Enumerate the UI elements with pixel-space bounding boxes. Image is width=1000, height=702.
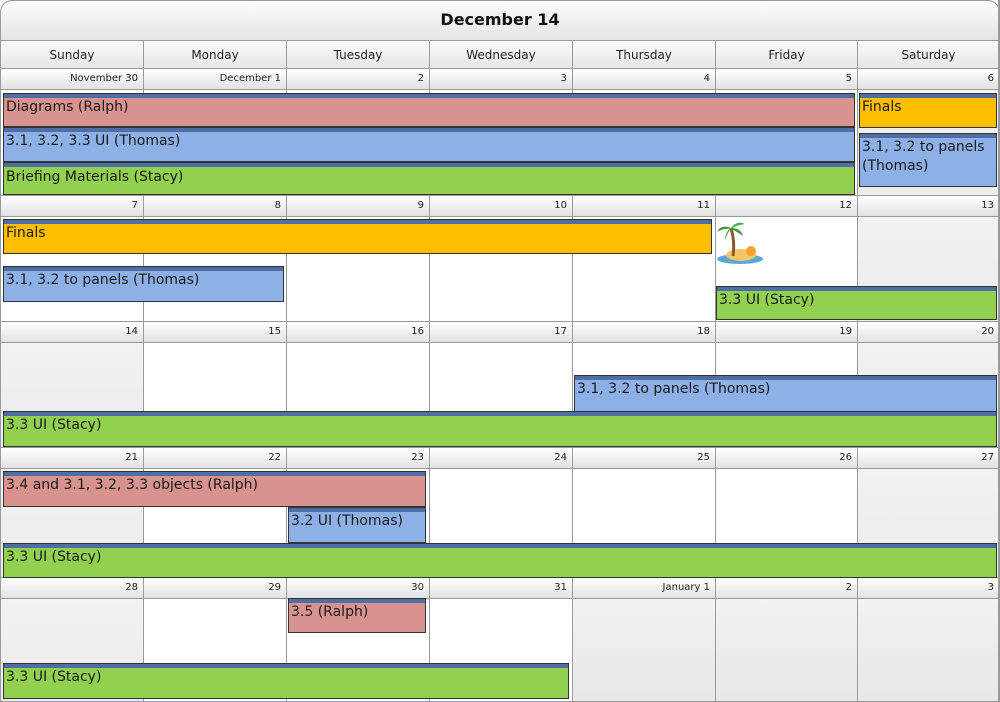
day-number: 4 <box>703 73 710 84</box>
week-row <box>0 578 1000 702</box>
week-row <box>0 448 1000 578</box>
event-ui-stacy[interactable]: 3.3 UI (Stacy) <box>3 543 997 578</box>
day-number: 3 <box>987 582 994 593</box>
calendar-header <box>0 0 1000 41</box>
day-number: 11 <box>697 200 710 211</box>
island-vacation-icon <box>715 218 765 268</box>
event-briefing-stacy[interactable]: Briefing Materials (Stacy) <box>3 162 855 195</box>
week-row <box>0 196 1000 322</box>
day-number: 30 <box>411 582 424 593</box>
day-number: 23 <box>411 452 424 463</box>
week-row <box>0 69 1000 196</box>
event-panels-thomas[interactable]: 3.1, 3.2 to panels (Thomas) <box>3 266 284 302</box>
day-number: December 1 <box>219 73 281 84</box>
day-number: 19 <box>839 326 852 337</box>
weekday-friday: Friday <box>715 40 857 69</box>
calendar-title: December 14 <box>440 10 560 29</box>
event-ralph[interactable]: 3.5 (Ralph) <box>288 598 426 633</box>
day-number: 2 <box>845 582 852 593</box>
weekday-monday: Monday <box>143 40 286 69</box>
day-cell[interactable] <box>143 196 287 322</box>
day-number: 29 <box>268 582 281 593</box>
day-number: 5 <box>845 73 852 84</box>
event-diagrams-ralph[interactable]: Diagrams (Ralph) <box>3 93 855 127</box>
day-number: 10 <box>554 200 567 211</box>
day-number: 22 <box>268 452 281 463</box>
weekday-thursday: Thursday <box>572 40 715 69</box>
day-number: 26 <box>839 452 852 463</box>
day-cell[interactable] <box>0 196 144 322</box>
day-number: 25 <box>697 452 710 463</box>
day-cell[interactable] <box>429 196 573 322</box>
day-number: November 30 <box>70 73 138 84</box>
day-number: 2 <box>417 73 424 84</box>
day-number: 12 <box>839 200 852 211</box>
day-number: 16 <box>411 326 424 337</box>
day-number: 18 <box>697 326 710 337</box>
event-ui-stacy[interactable]: 3.3 UI (Stacy) <box>3 411 997 447</box>
day-number: 14 <box>125 326 138 337</box>
day-number: 27 <box>981 452 994 463</box>
day-number: 8 <box>274 200 281 211</box>
event-ui-stacy[interactable]: 3.3 UI (Stacy) <box>3 663 569 699</box>
day-number: 20 <box>981 326 994 337</box>
event-ui-thomas[interactable]: 3.1, 3.2, 3.3 UI (Thomas) <box>3 127 855 162</box>
day-cell[interactable] <box>286 196 430 322</box>
day-number: 31 <box>554 582 567 593</box>
event-finals[interactable]: Finals <box>3 219 712 254</box>
day-number: 3 <box>560 73 567 84</box>
day-number: 28 <box>125 582 138 593</box>
day-cell[interactable] <box>857 578 1000 702</box>
day-cell[interactable] <box>715 578 858 702</box>
day-number: January 1 <box>662 582 710 593</box>
day-number: 6 <box>987 73 994 84</box>
day-number: 13 <box>981 200 994 211</box>
day-number: 7 <box>131 200 138 211</box>
weekday-tuesday: Tuesday <box>286 40 429 69</box>
day-cell[interactable] <box>572 196 716 322</box>
day-number: 21 <box>125 452 138 463</box>
weekday-sunday: Sunday <box>0 40 143 69</box>
day-number: 15 <box>268 326 281 337</box>
day-number: 24 <box>554 452 567 463</box>
day-number: 9 <box>417 200 424 211</box>
event-panels-thomas[interactable]: 3.1, 3.2 to panels (Thomas) <box>859 133 997 187</box>
event-objects-ralph[interactable]: 3.4 and 3.1, 3.2, 3.3 objects (Ralph) <box>3 471 426 507</box>
event-ui-thomas[interactable]: 3.2 UI (Thomas) <box>288 507 426 543</box>
weekday-header-row <box>0 40 1000 70</box>
event-finals[interactable]: Finals <box>859 93 997 128</box>
day-number: 17 <box>554 326 567 337</box>
weekday-saturday: Saturday <box>857 40 1000 69</box>
event-ui-stacy[interactable]: 3.3 UI (Stacy) <box>716 286 997 320</box>
weekday-wednesday: Wednesday <box>429 40 572 69</box>
day-cell[interactable] <box>572 578 716 702</box>
week-row <box>0 322 1000 448</box>
event-panels-thomas[interactable]: 3.1, 3.2 to panels (Thomas) <box>574 375 997 412</box>
